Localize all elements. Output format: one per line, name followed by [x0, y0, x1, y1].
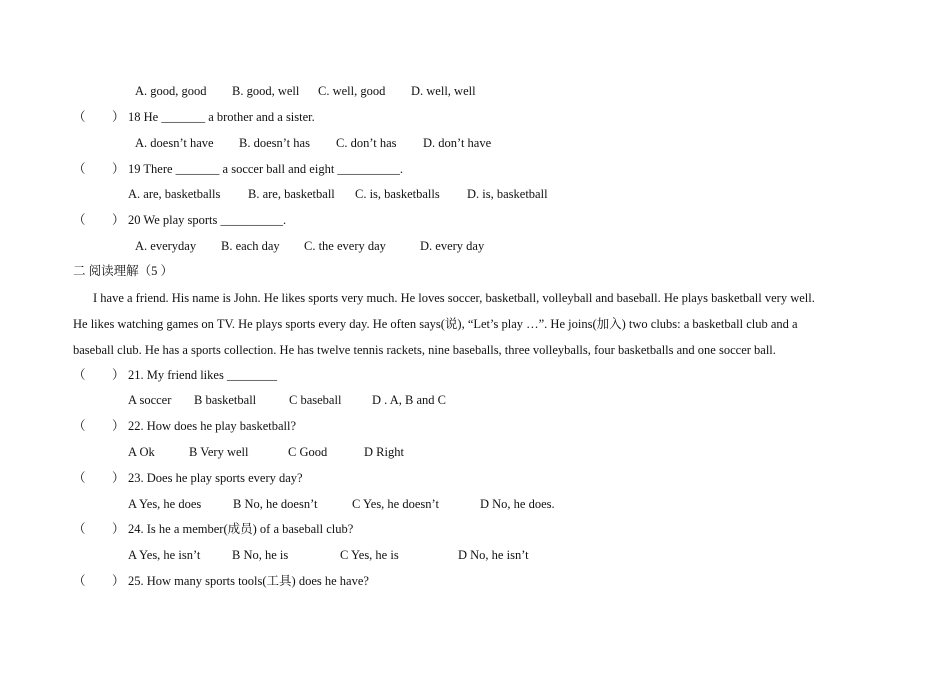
- q17-option-b: B. good, well: [232, 84, 300, 98]
- q18-option-b: B. doesn’t has: [239, 136, 310, 150]
- q24-option-c: C Yes, he is: [340, 548, 399, 562]
- question-stem: 18 He _______ a brother and a sister.: [128, 110, 315, 124]
- q24-option-d: D No, he isn’t: [458, 548, 529, 562]
- passage-line-1: I have a friend. His name is John. He likes sports very much. He loves soccer, basketball, volleyball and baseball. He plays basketball very well.: [93, 291, 815, 305]
- q19-option-a: A. are, basketballs: [128, 187, 221, 201]
- answer-bracket-close: ）: [112, 110, 125, 124]
- answer-bracket-open: （: [73, 162, 86, 176]
- passage-line-3: baseball club. He has a sports collection. He has twelve tennis rackets, nine baseballs, three volleyballs, four basketballs and one soccer ball.: [73, 343, 776, 357]
- q21-options: [0, 393, 950, 409]
- q24-option-b: B No, he is: [232, 548, 289, 562]
- q22-option-c: C Good: [288, 445, 328, 459]
- reading-passage: [73, 285, 883, 363]
- answer-bracket-close: ）: [112, 471, 125, 485]
- q22-options: [0, 445, 950, 461]
- q22-option-a: A Ok: [128, 445, 155, 459]
- q21-option-d: D . A, B and C: [372, 393, 446, 407]
- answer-bracket-open: （: [73, 522, 86, 536]
- q20-option-a: A. everyday: [135, 239, 197, 253]
- answer-bracket-open: （: [73, 419, 86, 433]
- answer-bracket-close: ）: [112, 522, 125, 536]
- q20-option-c: C. the every day: [304, 239, 386, 253]
- q20-option-b: B. each day: [221, 239, 280, 253]
- q17-option-d: D. well, well: [411, 84, 476, 98]
- q24-options: [0, 548, 950, 564]
- answer-bracket-close: ）: [112, 213, 125, 227]
- q17-option-a: A. good, good: [135, 84, 207, 98]
- q22-option-b: B Very well: [189, 445, 249, 459]
- q19-option-d: D. is, basketball: [467, 187, 548, 201]
- q19-option-b: B. are, basketball: [248, 187, 335, 201]
- question-stem: 20 We play sports __________.: [128, 213, 287, 227]
- q17-option-c: C. well, good: [318, 84, 386, 98]
- q17-options: [0, 84, 950, 100]
- answer-bracket-close: ）: [112, 419, 125, 433]
- q23-option-b: B No, he doesn’t: [233, 497, 318, 511]
- question-stem: 22. How does he play basketball?: [128, 419, 297, 433]
- q23-option-a: A Yes, he does: [128, 497, 202, 511]
- question-stem: 23. Does he play sports every day?: [128, 471, 303, 485]
- q22-option-d: D Right: [364, 445, 404, 459]
- q18-option-a: A. doesn’t have: [135, 136, 214, 150]
- answer-bracket-close: ）: [112, 368, 125, 382]
- answer-bracket-open: （: [73, 110, 86, 124]
- q20-option-d: D. every day: [420, 239, 485, 253]
- question-stem: 25. How many sports tools(工具) does he have?: [128, 574, 369, 588]
- q18-option-d: D. don’t have: [423, 136, 492, 150]
- answer-bracket-close: ）: [112, 574, 125, 588]
- question-stem: 24. Is he a member(成员) of a baseball club?: [128, 522, 354, 536]
- q24-option-a: A Yes, he isn’t: [128, 548, 201, 562]
- question-stem: 21. My friend likes ________: [128, 368, 277, 382]
- q19-option-c: C. is, basketballs: [355, 187, 440, 201]
- passage-line-2: He likes watching games on TV. He plays sports every day. He often says(说), “Let’s play …”. He joins(加入) two clubs: a basketball club and a: [73, 317, 798, 331]
- answer-bracket-open: （: [73, 471, 86, 485]
- q18-options: [0, 136, 950, 152]
- answer-bracket-open: （: [73, 213, 86, 227]
- q23-option-c: C Yes, he doesn’t: [352, 497, 439, 511]
- q21-option-c: C baseball: [289, 393, 342, 407]
- q21-option-a: A soccer: [128, 393, 172, 407]
- answer-bracket-open: （: [73, 574, 86, 588]
- question-stem: 19 There _______ a soccer ball and eight __________.: [128, 162, 404, 176]
- q19-options: [0, 187, 950, 203]
- q23-option-d: D No, he does.: [480, 497, 555, 511]
- answer-bracket-open: （: [73, 368, 86, 382]
- q20-options: [0, 239, 950, 255]
- q18-option-c: C. don’t has: [336, 136, 397, 150]
- answer-bracket-close: ）: [112, 162, 125, 176]
- section-heading: 二 阅读理解（5 ）: [73, 264, 174, 278]
- q23-options: [0, 497, 950, 513]
- q21-option-b: B basketball: [194, 393, 257, 407]
